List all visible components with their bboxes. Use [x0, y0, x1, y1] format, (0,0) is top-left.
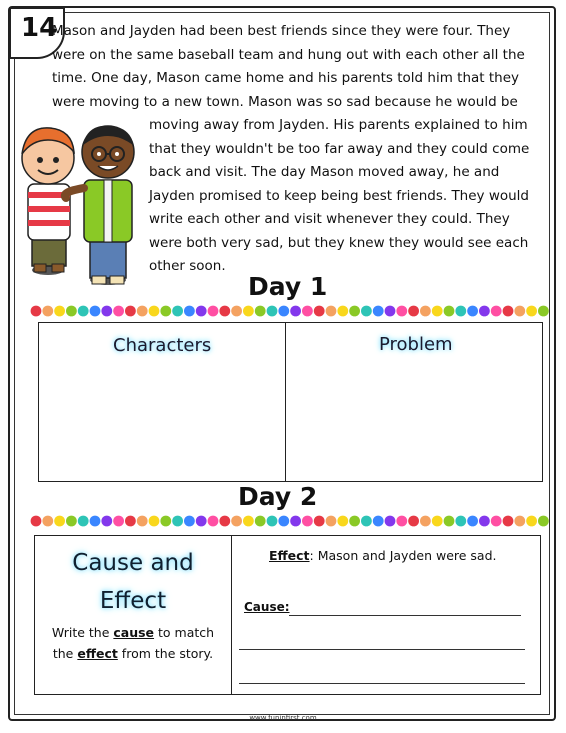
decorative-dot: [208, 306, 219, 317]
decorative-dot: [149, 516, 160, 527]
decorative-dot: [302, 306, 313, 317]
footer-url: www.funinfirst.com: [249, 714, 317, 722]
decorative-dot: [361, 306, 372, 317]
decorative-dot: [467, 516, 478, 527]
day2-box: [34, 535, 541, 695]
decorative-dot: [385, 516, 396, 527]
decorative-dot: [361, 516, 372, 527]
effect-text: : Mason and Jayden were sad.: [309, 548, 497, 563]
story-line: Jayden promised to keep being best friends. They would: [149, 187, 530, 204]
instruction-line1: Write the cause to match: [51, 625, 215, 640]
day2-title: Day 2: [238, 482, 318, 511]
story-line: Mason and Jayden had been best friends since they were four. They: [52, 23, 511, 39]
decorative-dot: [196, 306, 207, 317]
decorative-dot: [491, 516, 502, 527]
decorative-dot: [149, 306, 160, 317]
decorative-dot: [54, 306, 65, 317]
decorative-dot: [196, 516, 207, 527]
decorative-dot: [349, 516, 360, 527]
decorative-dot: [514, 516, 525, 527]
decorative-dot: [326, 516, 337, 527]
decorative-dot: [90, 306, 101, 317]
decorative-dot: [290, 306, 301, 317]
story-text-top: [52, 20, 525, 114]
story-line: were both very sad, but they knew they would see each: [149, 234, 529, 251]
decorative-dot: [278, 306, 289, 317]
decorative-dot: [137, 516, 148, 527]
decorative-dot: [479, 306, 490, 317]
story-line: moving away from Jayden. His parents explained to him: [149, 117, 528, 133]
decorative-dot: [101, 306, 112, 317]
instruction-line2: the effect from the story.: [52, 646, 214, 661]
decorative-dot: [42, 306, 53, 317]
decorative-dot: [503, 306, 514, 317]
decorative-dot: [66, 306, 77, 317]
effect-statement: [269, 548, 497, 563]
decorative-dot: [314, 306, 325, 317]
decorative-dot: [408, 516, 419, 527]
decorative-dot: [503, 516, 514, 527]
day2-column-divider: [231, 536, 232, 694]
decorative-dot: [526, 516, 537, 527]
decorative-dot: [184, 306, 195, 317]
decorative-dot: [408, 306, 419, 317]
decorative-dot: [54, 516, 65, 527]
cause-label: Cause:: [244, 600, 290, 614]
decorative-dot: [172, 306, 183, 317]
decorative-dot: [125, 516, 136, 527]
decorative-dot: [219, 306, 230, 317]
decorative-dot: [349, 306, 360, 317]
decorative-dot: [396, 306, 407, 317]
decorative-dot: [373, 516, 384, 527]
decorative-dot: [31, 306, 42, 317]
dot-divider-2: [30, 514, 550, 528]
decorative-dot: [219, 516, 230, 527]
decorative-dot: [314, 516, 325, 527]
decorative-dot: [90, 516, 101, 527]
decorative-dot: [538, 516, 549, 527]
decorative-dot: [125, 306, 136, 317]
decorative-dot: [184, 516, 195, 527]
story-line: that they wouldn't be too far away and they could come: [149, 140, 530, 157]
decorative-dot: [137, 306, 148, 317]
decorative-dot: [526, 306, 537, 317]
two-boys-clipart-icon: [10, 118, 146, 290]
decorative-dot: [243, 306, 254, 317]
day1-box: [38, 322, 543, 482]
decorative-dot: [467, 306, 478, 317]
decorative-dot: [66, 516, 77, 527]
decorative-dot: [113, 516, 124, 527]
decorative-dot: [538, 306, 549, 317]
decorative-dot: [160, 516, 171, 527]
decorative-dot: [78, 516, 89, 527]
decorative-dot: [432, 516, 443, 527]
decorative-dot: [444, 306, 455, 317]
decorative-dot: [278, 516, 289, 527]
decorative-dot: [208, 516, 219, 527]
decorative-dot: [267, 516, 278, 527]
decorative-dot: [455, 306, 466, 317]
decorative-dot: [385, 306, 396, 317]
decorative-dot: [231, 516, 242, 527]
decorative-dot: [160, 306, 171, 317]
day1-column-divider: [285, 323, 286, 481]
problem-label: Problem: [379, 334, 453, 355]
cause-word: cause: [113, 625, 155, 640]
decorative-dot: [243, 516, 254, 527]
cause-answer-line-3[interactable]: [239, 683, 525, 684]
decorative-dot: [31, 516, 42, 527]
effect-word: effect: [77, 646, 118, 661]
decorative-dot: [420, 306, 431, 317]
decorative-dot: [373, 306, 384, 317]
decorative-dot: [432, 306, 443, 317]
story-line: time. One day, Mason came home and his parents told him that they: [52, 70, 520, 86]
decorative-dot: [172, 516, 183, 527]
decorative-dot: [101, 516, 112, 527]
decorative-dot: [491, 306, 502, 317]
decorative-dot: [231, 306, 242, 317]
cause-answer-line-1[interactable]: [289, 615, 521, 616]
day1-title: Day 1: [248, 272, 328, 301]
decorative-dot: [78, 306, 89, 317]
decorative-dot: [113, 306, 124, 317]
story-line: write each other and visit whenever they could. They: [149, 211, 510, 227]
decorative-dot: [267, 306, 278, 317]
decorative-dot: [290, 516, 301, 527]
cause-answer-line-2[interactable]: [239, 649, 525, 650]
decorative-dot: [326, 306, 337, 317]
decorative-dot: [42, 516, 53, 527]
decorative-dot: [337, 306, 348, 317]
cause-effect-title-line2: Effect: [99, 588, 167, 614]
decorative-dot: [514, 306, 525, 317]
story-line: other soon.: [149, 258, 226, 274]
effect-label: Effect: [269, 548, 310, 563]
characters-label: Characters: [113, 335, 212, 356]
story-text-indented: [149, 114, 529, 279]
decorative-dot: [420, 516, 431, 527]
story-line: were moving to a new town. Mason was so sad because he would be: [52, 93, 518, 110]
decorative-dot: [337, 516, 348, 527]
story-line: were on the same baseball team and hung out with each other all the: [52, 46, 525, 63]
story-line: back and visit. The day Mason moved away, he and: [149, 164, 500, 180]
page-number: 14: [21, 13, 58, 43]
decorative-dot: [255, 306, 266, 317]
decorative-dot: [255, 516, 266, 527]
decorative-dot: [444, 516, 455, 527]
cause-effect-title-line1: Cause and: [72, 550, 194, 576]
dot-divider-1: [30, 304, 550, 318]
decorative-dot: [302, 516, 313, 527]
decorative-dot: [479, 516, 490, 527]
decorative-dot: [396, 516, 407, 527]
decorative-dot: [455, 516, 466, 527]
cause-effect-panel: [35, 536, 231, 694]
